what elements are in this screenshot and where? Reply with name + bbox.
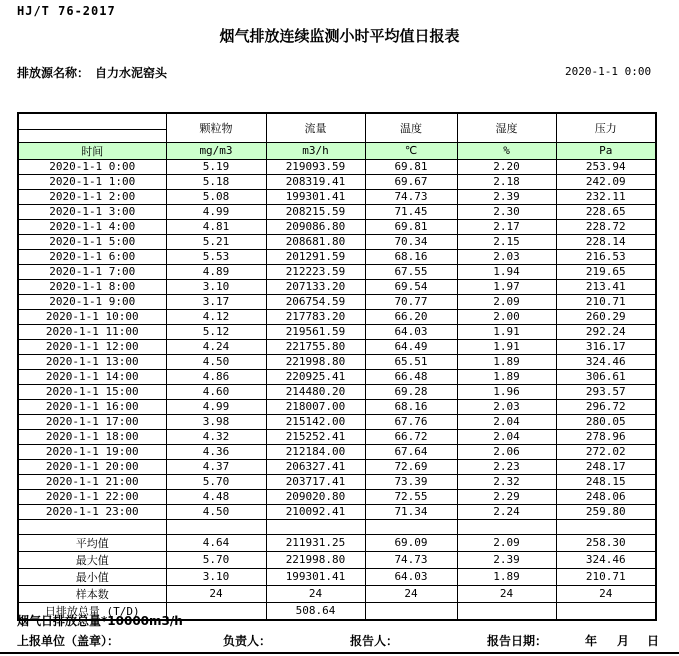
row-value: 201291.59 — [266, 249, 365, 264]
column-header-temperature: 温度 — [365, 113, 457, 142]
row-label: 2020-1-1 0:00 — [18, 159, 166, 174]
table-row — [18, 219, 656, 234]
table-row — [18, 189, 656, 204]
row-value: 221998.80 — [266, 551, 365, 568]
row-value: 272.02 — [556, 444, 656, 459]
row-value: 219093.59 — [266, 159, 365, 174]
row-value: 260.29 — [556, 309, 656, 324]
row-value: 4.36 — [166, 444, 266, 459]
row-value: 2.09 — [457, 534, 556, 551]
row-value: 2.03 — [457, 249, 556, 264]
row-value: 64.49 — [365, 339, 457, 354]
signature-row — [0, 632, 679, 648]
row-value: 69.28 — [365, 384, 457, 399]
units-row — [18, 142, 656, 159]
row-value: 24 — [266, 585, 365, 602]
row-label: 2020-1-1 8:00 — [18, 279, 166, 294]
unit-humidity: % — [457, 142, 556, 159]
row-value: 1.89 — [457, 568, 556, 585]
row-value: 69.09 — [365, 534, 457, 551]
table-row — [18, 429, 656, 444]
row-value: 74.73 — [365, 189, 457, 204]
row-value: 4.60 — [166, 384, 266, 399]
row-value: 2.06 — [457, 444, 556, 459]
bottom-divider — [0, 652, 679, 654]
table-row — [18, 234, 656, 249]
row-value — [556, 519, 656, 534]
row-value: 218007.00 — [266, 399, 365, 414]
row-value: 324.46 — [556, 551, 656, 568]
table-row — [18, 309, 656, 324]
column-header-particulate: 颗粒物 — [166, 113, 266, 142]
row-value: 4.37 — [166, 459, 266, 474]
row-label: 2020-1-1 1:00 — [18, 174, 166, 189]
row-value: 5.70 — [166, 474, 266, 489]
row-value: 293.57 — [556, 384, 656, 399]
row-value — [457, 519, 556, 534]
row-value: 70.34 — [365, 234, 457, 249]
row-label: 最小值 — [18, 568, 166, 585]
reporter-label: 报告人： — [350, 634, 399, 648]
row-value: 5.53 — [166, 249, 266, 264]
row-value: 71.34 — [365, 504, 457, 519]
page-title: 烟气排放连续监测小时平均值日报表 — [219, 27, 460, 45]
report-datetime: 2020-1-1 0:00 — [565, 65, 652, 78]
row-value: 71.45 — [365, 204, 457, 219]
corner-cell-bottom — [18, 129, 166, 142]
row-value: 258.30 — [556, 534, 656, 551]
table-row — [18, 474, 656, 489]
responsible-person-label: 负责人： — [223, 634, 272, 648]
row-value: 64.03 — [365, 568, 457, 585]
row-value: 4.86 — [166, 369, 266, 384]
table-row — [18, 489, 656, 504]
row-value: 214480.20 — [266, 384, 365, 399]
row-label: 2020-1-1 4:00 — [18, 219, 166, 234]
row-value — [266, 519, 365, 534]
report-date-label: 报告日期： — [487, 634, 548, 648]
row-value — [166, 519, 266, 534]
row-value: 213.41 — [556, 279, 656, 294]
row-value: 2.04 — [457, 429, 556, 444]
table-row — [18, 339, 656, 354]
row-value: 4.32 — [166, 429, 266, 444]
row-value: 4.99 — [166, 204, 266, 219]
row-value: 69.67 — [365, 174, 457, 189]
row-value: 4.64 — [166, 534, 266, 551]
row-label: 2020-1-1 11:00 — [18, 324, 166, 339]
row-value: 292.24 — [556, 324, 656, 339]
row-value: 69.54 — [365, 279, 457, 294]
row-label: 平均值 — [18, 534, 166, 551]
row-label: 2020-1-1 19:00 — [18, 444, 166, 459]
row-value: 208319.41 — [266, 174, 365, 189]
row-label: 2020-1-1 17:00 — [18, 414, 166, 429]
row-value: 1.97 — [457, 279, 556, 294]
row-value: 5.70 — [166, 551, 266, 568]
row-value — [457, 602, 556, 620]
row-value: 206754.59 — [266, 294, 365, 309]
row-value: 259.80 — [556, 504, 656, 519]
row-value: 212223.59 — [266, 264, 365, 279]
row-label: 2020-1-1 15:00 — [18, 384, 166, 399]
column-header-pressure: 压力 — [556, 113, 656, 142]
row-value: 3.10 — [166, 279, 266, 294]
row-value: 5.21 — [166, 234, 266, 249]
row-value: 210.71 — [556, 294, 656, 309]
unit-pressure: Pa — [556, 142, 656, 159]
row-value: 2.20 — [457, 159, 556, 174]
row-value: 2.18 — [457, 174, 556, 189]
row-value: 3.98 — [166, 414, 266, 429]
table-body — [18, 159, 656, 620]
row-value: 210092.41 — [266, 504, 365, 519]
report-unit-label: 上报单位（盖章）： — [17, 634, 120, 648]
row-value: 2.39 — [457, 551, 556, 568]
row-value — [365, 602, 457, 620]
row-value: 4.24 — [166, 339, 266, 354]
row-value: 215252.41 — [266, 429, 365, 444]
row-value: 219.65 — [556, 264, 656, 279]
spacer-row — [18, 519, 656, 534]
row-value: 4.81 — [166, 219, 266, 234]
table-row — [18, 294, 656, 309]
row-value: 2.15 — [457, 234, 556, 249]
table-row — [18, 369, 656, 384]
row-value: 211931.25 — [266, 534, 365, 551]
row-value: 2.32 — [457, 474, 556, 489]
hourly-average-table — [17, 112, 657, 621]
summary-row — [18, 585, 656, 602]
row-value: 209086.80 — [266, 219, 365, 234]
summary-row — [18, 534, 656, 551]
row-value: 66.72 — [365, 429, 457, 444]
row-value: 69.81 — [365, 159, 457, 174]
row-value: 206327.41 — [266, 459, 365, 474]
row-value: 207133.20 — [266, 279, 365, 294]
row-value: 3.17 — [166, 294, 266, 309]
row-value: 68.16 — [365, 399, 457, 414]
row-label: 日排放总量 (T/D) — [18, 602, 166, 620]
time-column-header: 时间 — [18, 142, 166, 159]
source-row — [0, 64, 679, 80]
row-value: 2.00 — [457, 309, 556, 324]
row-value: 5.08 — [166, 189, 266, 204]
row-value: 208681.80 — [266, 234, 365, 249]
row-value: 1.96 — [457, 384, 556, 399]
row-label: 最大值 — [18, 551, 166, 568]
day-label: 日 — [647, 634, 660, 648]
row-value: 24 — [365, 585, 457, 602]
table-row — [18, 159, 656, 174]
row-value: 72.69 — [365, 459, 457, 474]
row-value: 67.76 — [365, 414, 457, 429]
row-value: 242.09 — [556, 174, 656, 189]
row-value: 66.20 — [365, 309, 457, 324]
row-value: 280.05 — [556, 414, 656, 429]
row-label: 2020-1-1 6:00 — [18, 249, 166, 264]
row-value: 199301.41 — [266, 189, 365, 204]
row-label: 2020-1-1 13:00 — [18, 354, 166, 369]
row-label: 2020-1-1 16:00 — [18, 399, 166, 414]
standard-number: HJ/T 76-2017 — [17, 4, 116, 18]
year-label: 年 — [585, 634, 598, 648]
row-value: 4.89 — [166, 264, 266, 279]
row-value: 248.15 — [556, 474, 656, 489]
table-row — [18, 414, 656, 429]
row-label: 样本数 — [18, 585, 166, 602]
row-value: 73.39 — [365, 474, 457, 489]
row-value: 219561.59 — [266, 324, 365, 339]
row-value: 232.11 — [556, 189, 656, 204]
summary-row — [18, 551, 656, 568]
row-value: 203717.41 — [266, 474, 365, 489]
table-row — [18, 249, 656, 264]
row-value: 65.51 — [365, 354, 457, 369]
row-value: 4.48 — [166, 489, 266, 504]
row-value: 248.17 — [556, 459, 656, 474]
table-row — [18, 459, 656, 474]
row-value: 2.03 — [457, 399, 556, 414]
table-row — [18, 354, 656, 369]
row-value: 4.12 — [166, 309, 266, 324]
corner-cell-top — [18, 113, 166, 129]
unit-temperature: ℃ — [365, 142, 457, 159]
row-value: 64.03 — [365, 324, 457, 339]
row-value: 1.91 — [457, 324, 556, 339]
row-label: 2020-1-1 3:00 — [18, 204, 166, 219]
row-label: 2020-1-1 23:00 — [18, 504, 166, 519]
row-value — [365, 519, 457, 534]
row-value: 324.46 — [556, 354, 656, 369]
row-value: 228.14 — [556, 234, 656, 249]
row-value: 220925.41 — [266, 369, 365, 384]
row-value: 5.18 — [166, 174, 266, 189]
row-value: 2.23 — [457, 459, 556, 474]
row-value: 68.16 — [365, 249, 457, 264]
row-value: 1.89 — [457, 354, 556, 369]
source-name-value: 自力水泥窑头 — [95, 66, 168, 80]
row-label: 2020-1-1 7:00 — [18, 264, 166, 279]
month-label: 月 — [617, 634, 630, 648]
table-row — [18, 204, 656, 219]
column-header-flow: 流量 — [266, 113, 365, 142]
row-value: 70.77 — [365, 294, 457, 309]
row-value: 24 — [166, 585, 266, 602]
row-value: 2.24 — [457, 504, 556, 519]
row-value: 4.50 — [166, 354, 266, 369]
row-value: 1.89 — [457, 369, 556, 384]
row-value: 248.06 — [556, 489, 656, 504]
row-value: 228.72 — [556, 219, 656, 234]
row-label: 2020-1-1 2:00 — [18, 189, 166, 204]
row-value: 69.81 — [365, 219, 457, 234]
row-value: 67.55 — [365, 264, 457, 279]
row-value: 296.72 — [556, 399, 656, 414]
row-value: 1.91 — [457, 339, 556, 354]
row-value: 1.94 — [457, 264, 556, 279]
header-row-top — [18, 113, 656, 129]
table-row — [18, 399, 656, 414]
row-value: 253.94 — [556, 159, 656, 174]
row-value: 3.10 — [166, 568, 266, 585]
row-label: 2020-1-1 22:00 — [18, 489, 166, 504]
row-value: 208215.59 — [266, 204, 365, 219]
table-row — [18, 174, 656, 189]
row-value: 209020.80 — [266, 489, 365, 504]
row-value: 316.17 — [556, 339, 656, 354]
table-row — [18, 444, 656, 459]
row-value: 228.65 — [556, 204, 656, 219]
row-value: 2.39 — [457, 189, 556, 204]
row-value: 72.55 — [365, 489, 457, 504]
row-label: 2020-1-1 10:00 — [18, 309, 166, 324]
row-value: 67.64 — [365, 444, 457, 459]
row-label: 2020-1-1 20:00 — [18, 459, 166, 474]
row-value: 5.12 — [166, 324, 266, 339]
row-value: 74.73 — [365, 551, 457, 568]
table-row — [18, 264, 656, 279]
row-label: 2020-1-1 21:00 — [18, 474, 166, 489]
summary-row — [18, 568, 656, 585]
row-value: 221755.80 — [266, 339, 365, 354]
row-value: 215142.00 — [266, 414, 365, 429]
row-value: 24 — [457, 585, 556, 602]
unit-particulate: mg/m3 — [166, 142, 266, 159]
row-label: 2020-1-1 18:00 — [18, 429, 166, 444]
row-value: 66.48 — [365, 369, 457, 384]
row-value — [556, 602, 656, 620]
row-value: 508.64 — [266, 602, 365, 620]
table-row — [18, 384, 656, 399]
row-value: 2.17 — [457, 219, 556, 234]
row-value: 306.61 — [556, 369, 656, 384]
row-value: 4.99 — [166, 399, 266, 414]
row-value: 4.50 — [166, 504, 266, 519]
column-header-humidity: 湿度 — [457, 113, 556, 142]
row-value: 217783.20 — [266, 309, 365, 324]
row-label: 2020-1-1 5:00 — [18, 234, 166, 249]
row-value: 199301.41 — [266, 568, 365, 585]
row-value: 216.53 — [556, 249, 656, 264]
row-label — [18, 519, 166, 534]
row-value: 2.29 — [457, 489, 556, 504]
row-value: 212184.00 — [266, 444, 365, 459]
row-value: 210.71 — [556, 568, 656, 585]
table-row — [18, 504, 656, 519]
row-value: 278.96 — [556, 429, 656, 444]
row-label: 2020-1-1 9:00 — [18, 294, 166, 309]
row-value: 2.04 — [457, 414, 556, 429]
row-value: 221998.80 — [266, 354, 365, 369]
row-value: 5.19 — [166, 159, 266, 174]
row-value: 2.30 — [457, 204, 556, 219]
unit-flow: m3/h — [266, 142, 365, 159]
row-label: 2020-1-1 12:00 — [18, 339, 166, 354]
source-name-label: 排放源名称： — [17, 66, 90, 80]
table-row — [18, 279, 656, 294]
table-row — [18, 324, 656, 339]
row-value: 2.09 — [457, 294, 556, 309]
total-emission-footnote: 烟气日排放总量*10000m3/h — [17, 614, 183, 628]
row-label: 2020-1-1 14:00 — [18, 369, 166, 384]
row-value: 24 — [556, 585, 656, 602]
